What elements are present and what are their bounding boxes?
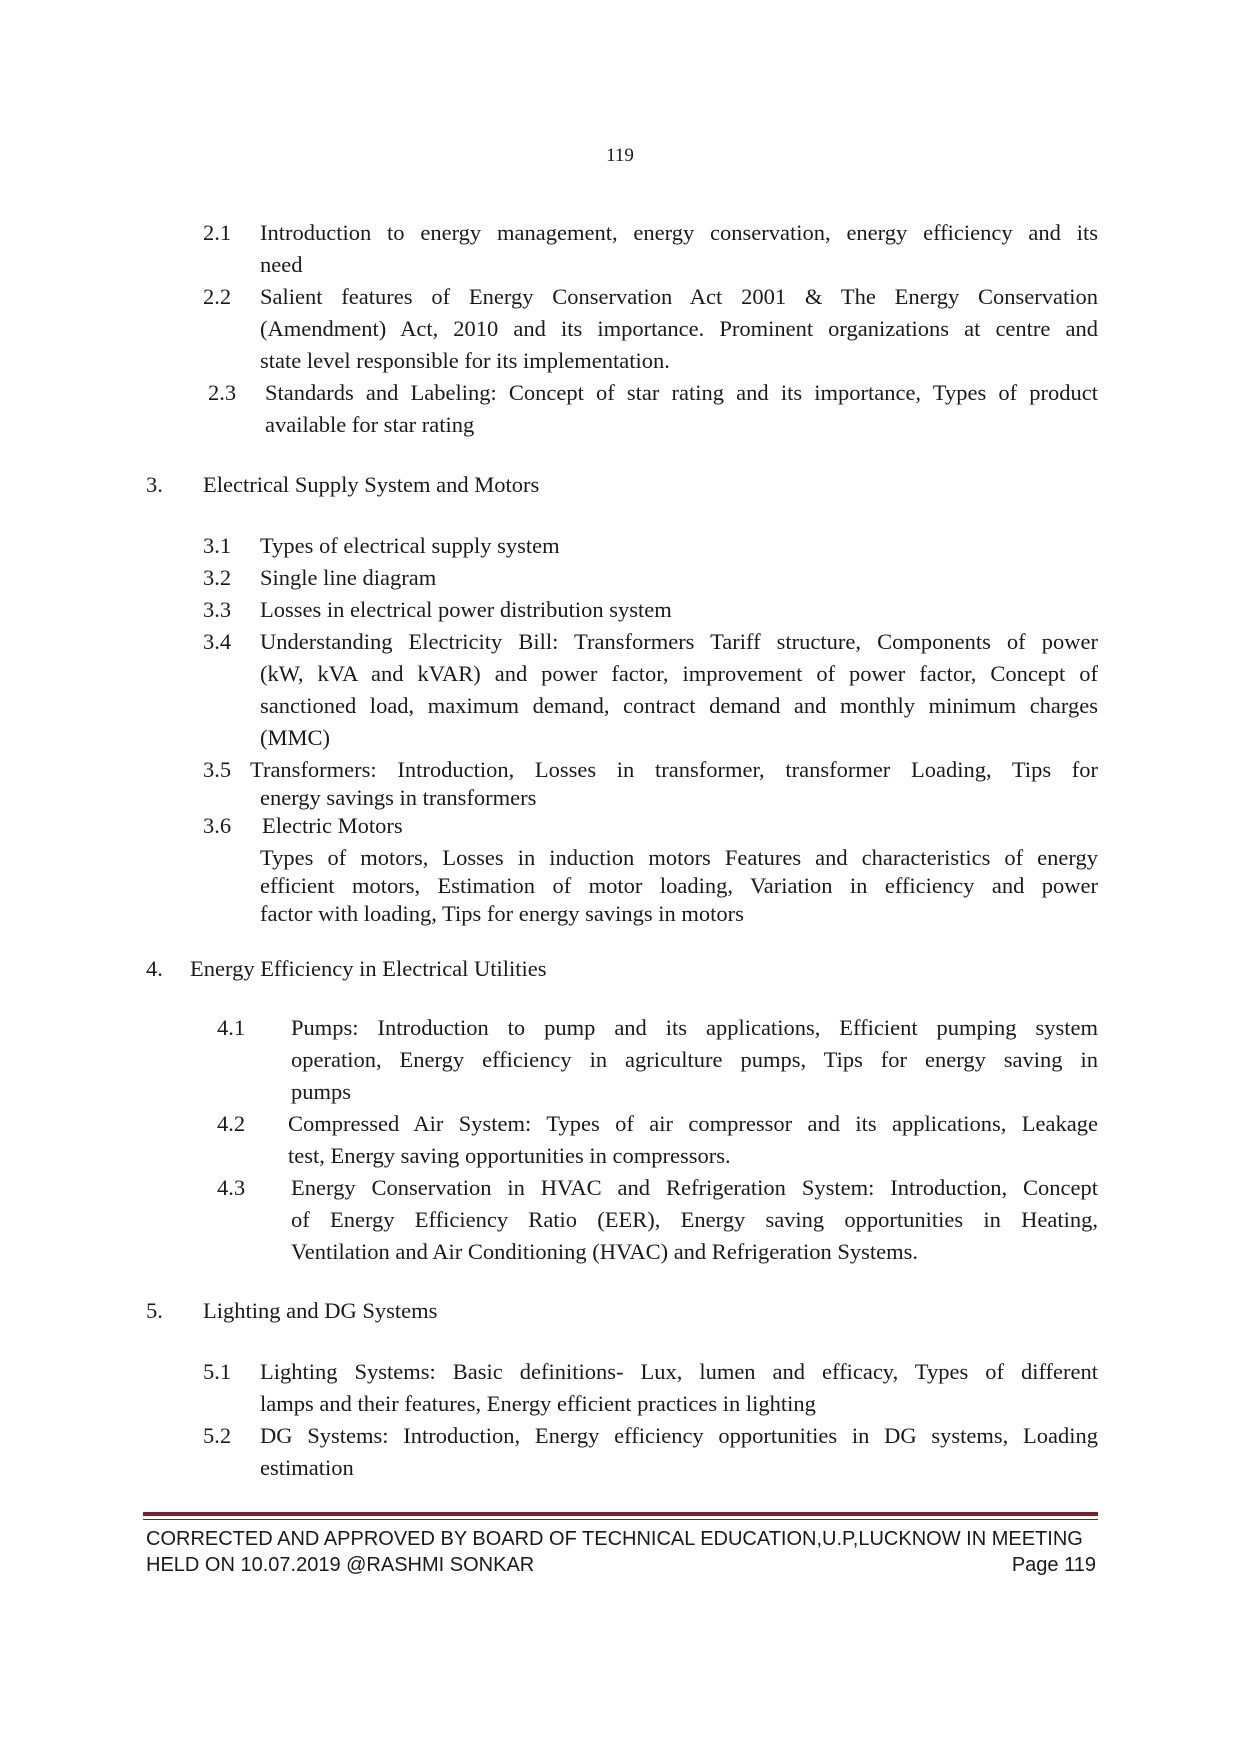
item-line: (MMC) <box>260 725 331 750</box>
item-line: Compressed Air System: Types of air compressor and its applications, Leakage <box>288 1111 1098 1136</box>
item-line: of Energy Efficiency Ratio (EER), Energy saving opportunities in Heating, <box>291 1207 1098 1232</box>
section-title: Energy Efficiency in Electrical Utilities <box>190 956 547 981</box>
footer-line-2-row <box>146 1552 1096 1578</box>
footer-line-2: HELD ON 10.07.2019 @RASHMI SONKAR <box>146 1554 535 1576</box>
item-line: efficient motors, Estimation of motor loading, Variation in efficiency and power <box>260 873 1098 898</box>
item-line: Energy Conservation in HVAC and Refrigeration System: Introduction, Concept <box>291 1175 1098 1200</box>
item-line: energy savings in transformers <box>260 785 537 810</box>
item-line: Losses in electrical power distribution system <box>260 597 672 622</box>
item-number: 4.3 <box>217 1175 246 1200</box>
item-line: need <box>260 252 303 277</box>
item-number: 4.1 <box>217 1015 246 1040</box>
item-line: state level responsible for its implementation. <box>260 348 670 373</box>
item-line: Single line diagram <box>260 565 437 590</box>
page-number-top: 119 <box>606 145 634 166</box>
item-line: Types of electrical supply system <box>260 533 560 558</box>
item-line: Salient features of Energy Conservation Act 2001 & The Energy Conservation <box>260 284 1098 309</box>
item-number: 2.1 <box>203 220 232 245</box>
item-number: 5.2 <box>203 1423 232 1448</box>
item-line: Understanding Electricity Bill: Transformers Tariff structure, Components of power <box>260 629 1098 654</box>
item-line: factor with loading, Tips for energy savings in motors <box>260 901 744 926</box>
item-line: Electric Motors <box>262 813 403 838</box>
section-number: 4. <box>146 956 163 981</box>
item-number: 3.6 <box>203 813 232 838</box>
footer-page-label: Page 119 <box>1011 1554 1096 1576</box>
item-number: 3.2 <box>203 565 232 590</box>
item-line: Ventilation and Air Conditioning (HVAC) and Refrigeration Systems. <box>291 1239 919 1264</box>
item-line: (kW, kVA and kVAR) and power factor, improvement of power factor, Concept of <box>260 661 1098 686</box>
item-line: Introduction to energy management, energy conservation, energy efficiency and its <box>260 220 1098 245</box>
item-line: test, Energy saving opportunities in compressors. <box>288 1143 731 1168</box>
item-line: Standards and Labeling: Concept of star rating and its importance, Types of product <box>265 380 1098 405</box>
item-line: operation, Energy efficiency in agriculture pumps, Tips for energy saving in <box>291 1047 1098 1072</box>
item-number: 4.2 <box>217 1111 246 1136</box>
item-number: 3.5 <box>203 757 232 782</box>
footer-rule-thin <box>143 1519 1098 1520</box>
footer-rule-thick <box>143 1512 1098 1516</box>
section-title: Lighting and DG Systems <box>203 1298 438 1323</box>
item-line: DG Systems: Introduction, Energy efficiency opportunities in DG systems, Loading <box>260 1423 1098 1448</box>
item-line: Transformers: Introduction, Losses in transformer, transformer Loading, Tips for <box>250 757 1098 782</box>
item-number: 3.1 <box>203 533 232 558</box>
item-number: 3.4 <box>203 629 232 654</box>
section-title: Electrical Supply System and Motors <box>203 472 540 497</box>
section-number: 3. <box>146 472 163 497</box>
section-number: 5. <box>146 1298 163 1323</box>
item-number: 5.1 <box>203 1359 232 1384</box>
item-line: Pumps: Introduction to pump and its applications, Efficient pumping system <box>291 1015 1098 1040</box>
item-number: 2.2 <box>203 284 232 309</box>
item-line: pumps <box>291 1079 352 1104</box>
item-line: estimation <box>260 1455 354 1480</box>
item-line: Types of motors, Losses in induction motors Features and characteristics of energy <box>260 845 1098 870</box>
item-number: 2.3 <box>208 380 237 405</box>
item-line: available for star rating <box>265 412 475 437</box>
item-line: (Amendment) Act, 2010 and its importance. Prominent organizations at centre and <box>260 316 1098 341</box>
footer-line-1: CORRECTED AND APPROVED BY BOARD OF TECHNICAL EDUCATION,U.P,LUCKNOW IN MEETING <box>146 1528 1083 1550</box>
item-line: sanctioned load, maximum demand, contract demand and monthly minimum charges <box>260 693 1098 718</box>
item-number: 3.3 <box>203 597 232 622</box>
item-line: Lighting Systems: Basic definitions- Lux, lumen and efficacy, Types of different <box>260 1359 1098 1384</box>
item-line: lamps and their features, Energy efficient practices in lighting <box>260 1391 816 1416</box>
